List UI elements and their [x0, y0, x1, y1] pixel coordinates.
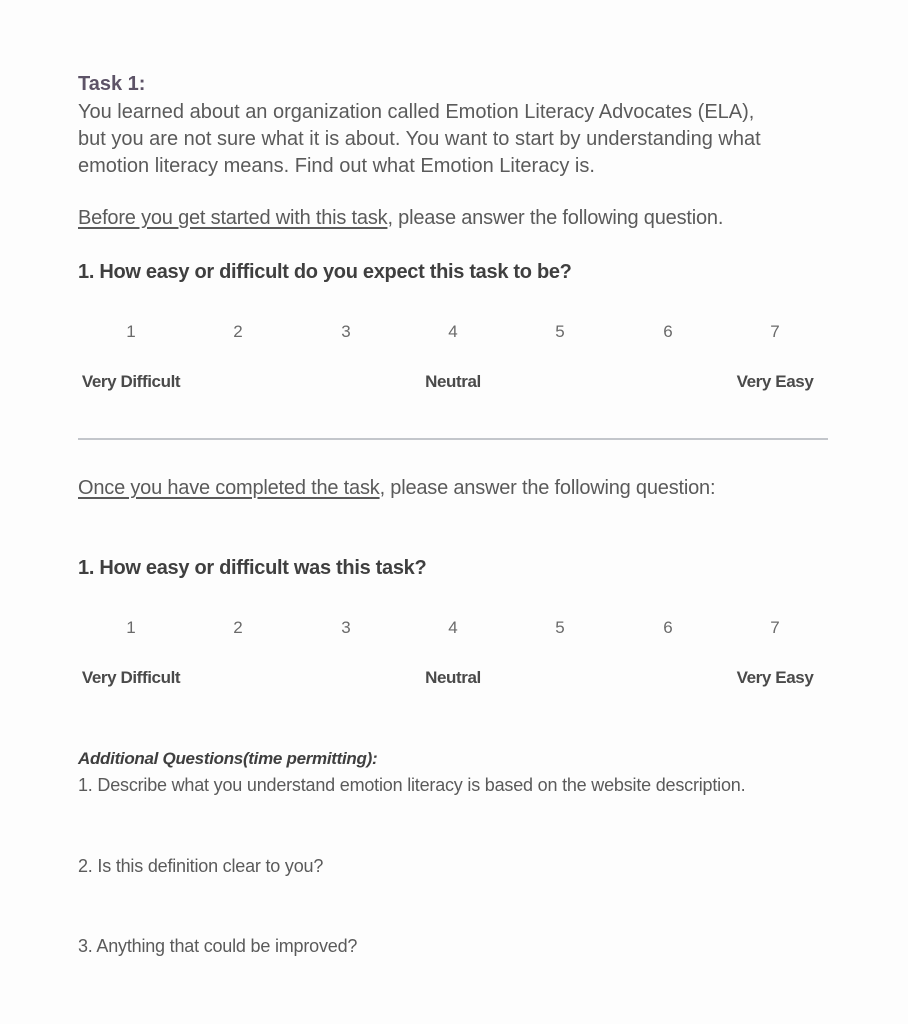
scale-numbers	[78, 322, 830, 344]
scale-label-very-easy: Very Easy	[736, 668, 814, 687]
scale-label-very-difficult: Very Difficult	[81, 668, 181, 687]
scale-option-5[interactable]: 5	[555, 322, 565, 341]
additional-question-2: 2. Is this definition clear to you?	[78, 856, 324, 876]
scale-numbers	[78, 618, 830, 640]
task-description	[78, 99, 818, 180]
task-description-line: emotion literacy means. Find out what Emotion Literacy is.	[78, 155, 595, 177]
scale-option-6[interactable]: 6	[663, 618, 673, 637]
scale-label-very-difficult: Very Difficult	[81, 372, 181, 391]
before-task-instruction	[78, 207, 723, 230]
after-task-instruction	[78, 477, 715, 500]
before-task-instruction-rest: , please answer the following question.	[387, 207, 724, 229]
after-task-instruction-emphasis: Once you have completed the task	[78, 477, 380, 499]
scale-option-4[interactable]: 4	[448, 322, 458, 341]
scale-option-2[interactable]: 2	[233, 322, 243, 341]
scale-option-3[interactable]: 3	[341, 618, 351, 637]
scale-option-1[interactable]: 1	[126, 322, 136, 341]
scale-option-7[interactable]: 7	[770, 618, 780, 637]
expected-difficulty-question: 1. How easy or difficult do you expect this task to be?	[78, 261, 572, 283]
scale-label-neutral: Neutral	[425, 668, 481, 687]
task-description-line: You learned about an organization called Emotion Literacy Advocates (ELA),	[78, 101, 755, 123]
scale-option-4[interactable]: 4	[448, 618, 458, 637]
additional-question-3: 3. Anything that could be improved?	[78, 936, 358, 956]
after-task-instruction-rest: , please answer the following question:	[379, 477, 716, 499]
actual-difficulty-question: 1. How easy or difficult was this task?	[78, 557, 427, 579]
scale-option-7[interactable]: 7	[770, 322, 780, 341]
additional-question-1: 1. Describe what you understand emotion literacy is based on the website description.	[78, 775, 746, 795]
scale-option-2[interactable]: 2	[233, 618, 243, 637]
scale-label-very-easy: Very Easy	[736, 372, 814, 391]
section-divider	[78, 438, 828, 440]
task-description-line: but you are not sure what it is about. You want to start by understanding what	[78, 128, 761, 150]
task-title: Task 1:	[78, 73, 146, 95]
scale-option-6[interactable]: 6	[663, 322, 673, 341]
scale-label-neutral: Neutral	[425, 372, 481, 391]
scale-option-3[interactable]: 3	[341, 322, 351, 341]
before-task-instruction-emphasis: Before you get started with this task	[78, 207, 388, 229]
additional-questions-title: Additional Questions(time permitting):	[78, 749, 378, 768]
scale-option-1[interactable]: 1	[126, 618, 136, 637]
scale-option-5[interactable]: 5	[555, 618, 565, 637]
